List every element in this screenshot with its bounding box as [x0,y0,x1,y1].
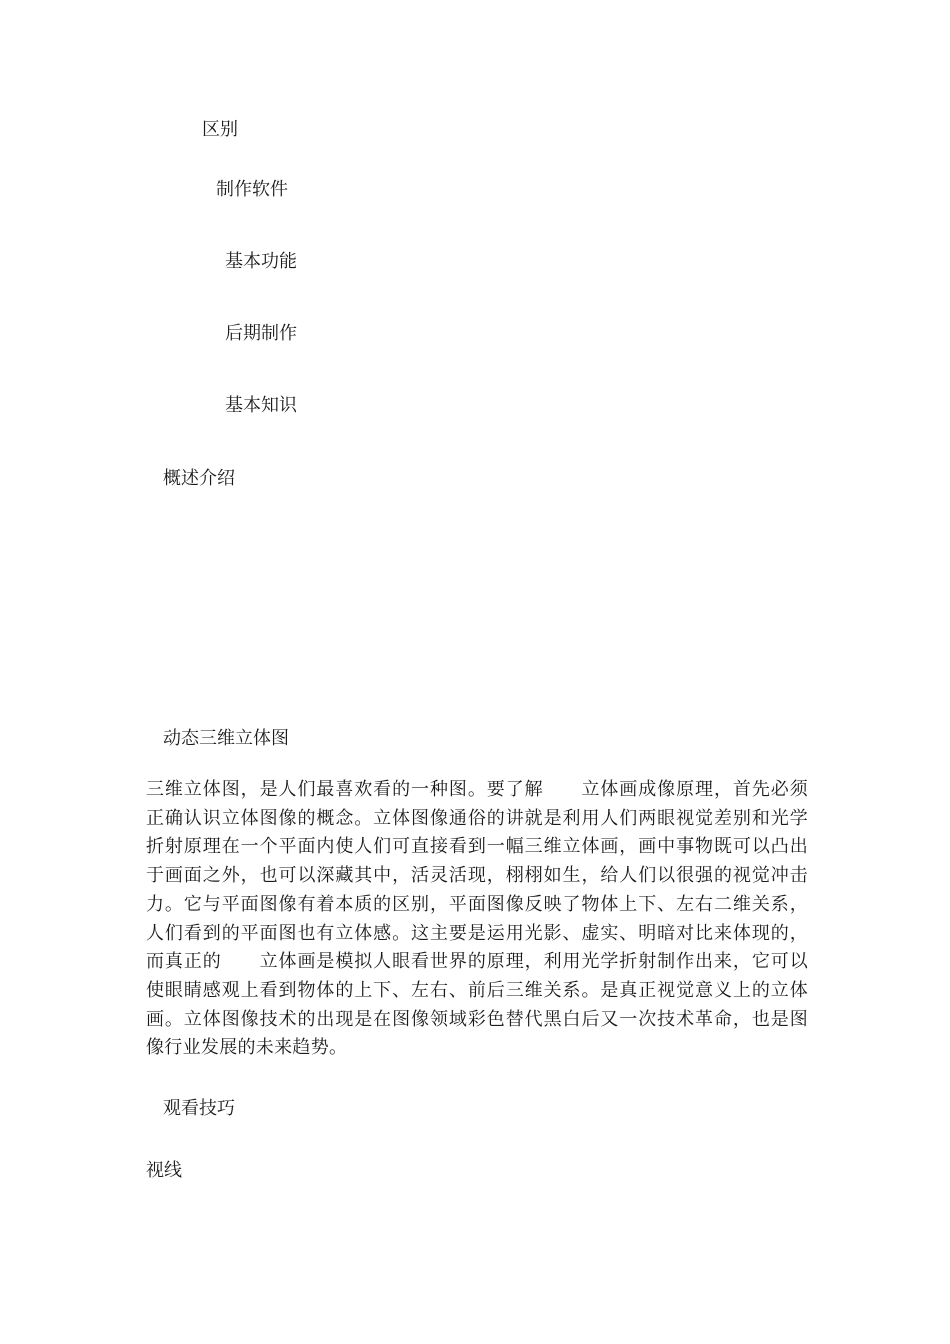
paragraph-line: 力。它与平面图像有着本质的区别，平面图像反映了物体上下、左右二维关系， [146,893,808,915]
paragraph-line: 三维立体图，是人们最喜欢看的一种图。要了解 立体画成像原理，首先必须 [146,779,808,800]
paragraph-line: 像行业发展的未来趋势。 [146,1037,348,1059]
paragraph-line: 画。立体图像技术的出现是在图像领域彩色替代黑白后又一次技术革命，也是图 [146,1008,808,1030]
paragraph-line: 而真正的 立体画是模拟人眼看世界的原理，利用光学折射制作出来，它可以 [146,951,808,973]
section-paragraph-dynamic-3d [146,776,808,1063]
paragraph-line: 人们看到的平面图也有立体感。这主要是运用光影、虚实、明暗对比来体现的， [146,922,808,944]
paragraph-line: 正确认识立体图像的概念。立体图像通俗的讲就是利用人们两眼视觉差别和光学 [146,807,808,829]
toc-item-basic-knowledge[interactable]: 基本知识 [225,395,297,416]
toc-item-difference[interactable]: 区别 [202,119,238,140]
toc-item-basic-function[interactable]: 基本功能 [225,251,297,272]
paragraph-line: 于画面之外，也可以深藏其中，活灵活现，栩栩如生，给人们以很强的视觉冲击 [146,865,808,887]
toc-item-software[interactable]: 制作软件 [216,179,288,200]
toc-item-overview[interactable]: 概述介绍 [163,468,235,489]
paragraph-line: 折射原理在一个平面内使人们可直接看到一幅三维立体画，画中事物既可以凸出 [146,836,808,858]
section-heading-dynamic-3d: 动态三维立体图 [163,728,289,749]
sub-heading-line-of-sight: 视线 [146,1160,182,1181]
toc-item-post-production[interactable]: 后期制作 [225,323,297,344]
section-heading-viewing-tips: 观看技巧 [163,1098,235,1119]
paragraph-line: 使眼睛感观上看到物体的上下、左右、前后三维关系。是真正视觉意义上的立体 [146,979,808,1001]
